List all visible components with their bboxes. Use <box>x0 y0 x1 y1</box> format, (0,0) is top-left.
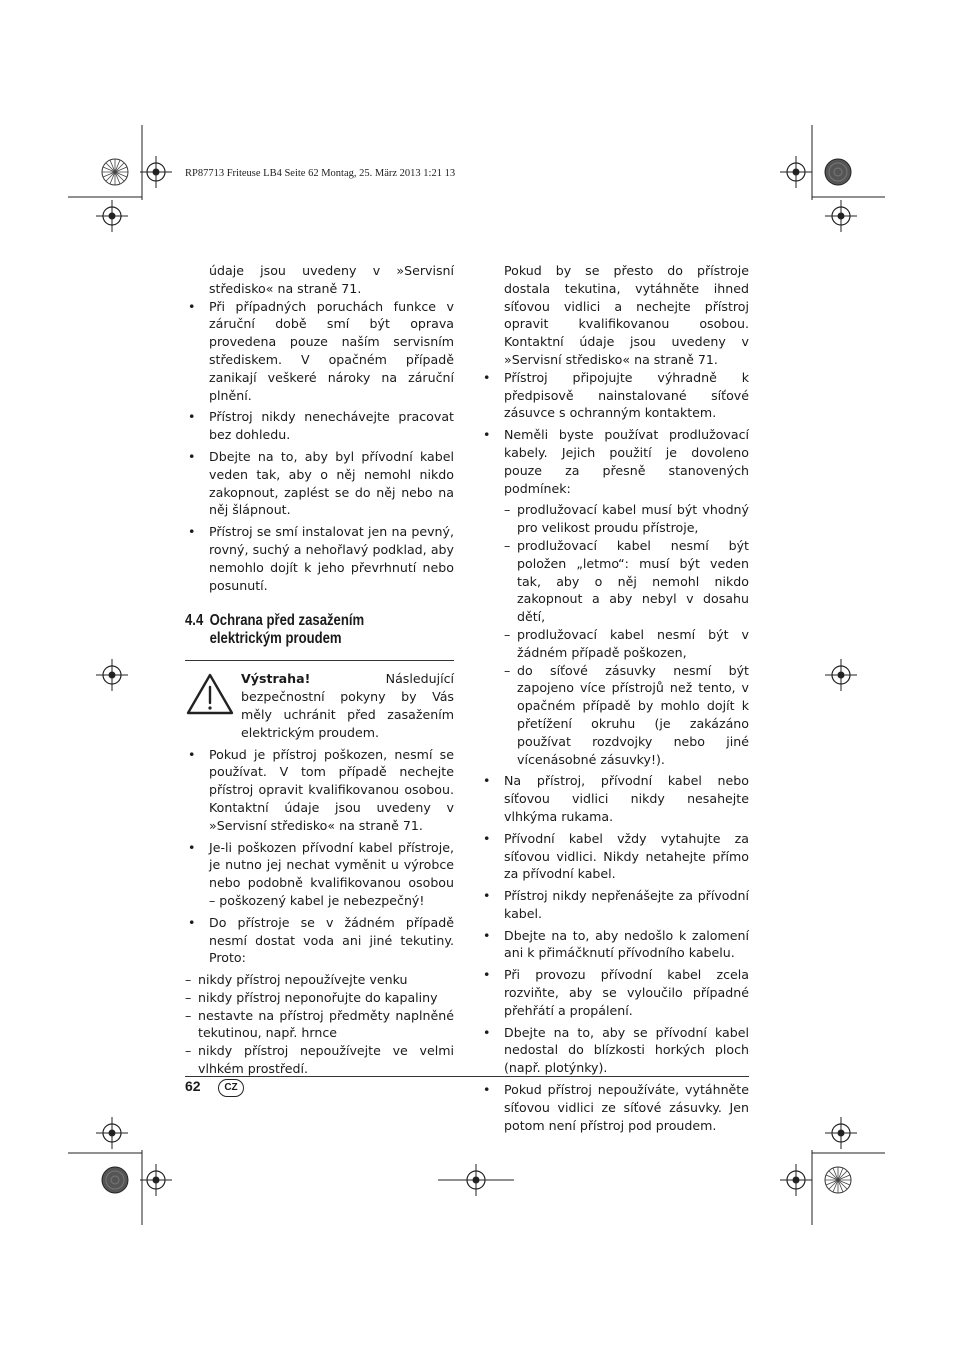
registration-mark-icon <box>825 200 857 232</box>
list-item: • Dbejte na to, aby byl přívodní kabel veden tak, aby o něj nemohl nikdo zakopnout, zaplést se do něj nebo na něj šlápnout. <box>185 448 454 519</box>
section-heading <box>185 612 406 648</box>
left-column <box>185 262 454 1078</box>
registration-mark-icon <box>96 200 128 232</box>
continuation-text: Pokud by se přesto do přístroje dostala tekutina, vytáhněte ihned síťovou vidlici a nechejte přístroj opravit kvalifikovanou osobou. Kontaktní údaje jsou uvedeny v »Servisní středisko« na straně 71. <box>504 263 749 367</box>
list-item-text: Do přístroje se v žádném případě nesmí dostat voda ani jiné tekutiny. Proto: <box>209 914 454 966</box>
list-item: • Přístroj nikdy nenechávejte pracovat bez dohledu. <box>185 408 454 444</box>
list-item: • Dbejte na to, aby nedošlo k zalomení ani k přimáčknutí přívodního kabelu. <box>480 927 749 963</box>
list-item: • Při provozu přívodní kabel zcela rozviňte, aby se vyloučilo případné přehřátí a propálení. <box>480 966 749 1019</box>
print-header: RP87713 Friteuse LB4 Seite 62 Montag, 25. März 2013 1:21 13 <box>185 168 456 179</box>
bullet-list-rest <box>480 772 749 1134</box>
registration-mark-icon <box>780 1164 812 1196</box>
continuation-text: údaje jsou uvedeny v »Servisní středisko« na straně 71. <box>209 263 454 296</box>
registration-mark-icon <box>438 1164 514 1196</box>
heading-rule <box>185 660 454 661</box>
registration-mark-icon <box>825 659 857 691</box>
dash-list-water <box>185 971 454 1078</box>
dash-item: – prodlužovací kabel nesmí být v žádném případě poškozen, <box>504 626 749 662</box>
dash-item: – nikdy přístroj nepoužívejte venku <box>185 971 454 989</box>
right-column <box>480 262 749 1138</box>
registration-mark-icon <box>825 1117 857 1149</box>
dash-item: – prodlužovací kabel musí být vhodný pro velikost proudu přístroje, <box>504 501 749 537</box>
page-number: 62 <box>185 1078 201 1094</box>
dash-item: – nikdy přístroj nepoužívejte ve velmi vlhkém prostředí. <box>185 1042 454 1078</box>
section-title-line2: elektrickým proudem <box>209 630 342 648</box>
list-item: • Je-li poškozen přívodní kabel přístroje, je nutno jej nechat vyměnit u výrobce nebo podobně kvalifikovanou osobou – poškozený kabel je nebezpečný! <box>185 839 454 910</box>
section-title-line1: Ochrana před zasažením <box>209 612 365 630</box>
color-wheel-mark-icon <box>102 159 128 185</box>
dash-list-extension <box>504 501 749 768</box>
list-item: • Pokud je přístroj poškozen, nesmí se používat. V tom případě nechejte přístroj opravit kvalifikovanou osobou. Kontaktní údaje jsou uvedeny v »Servisní středisko« na straně 71. <box>185 746 454 835</box>
list-item: • Při případných poruchách funkce v záruční době smí být oprava provedena pouze naším servisním střediskem. V opačném případě zanikají veškeré nároky na záruční plnění. <box>185 298 454 405</box>
list-item <box>480 426 749 497</box>
registration-mark-icon <box>780 156 812 188</box>
section-number: 4.4 <box>185 612 204 630</box>
registration-mark-icon <box>140 156 172 188</box>
list-item: • Dbejte na to, aby se přívodní kabel nedostal do blízkosti horkých ploch (např. plotýnky). <box>480 1024 749 1077</box>
gray-disc-mark-icon <box>825 159 851 185</box>
list-item: • Na přístroj, přívodní kabel nebo síťovou vidlici nikdy nesahejte vlhkýma rukama. <box>480 772 749 825</box>
dash-item: – nestavte na přístroj předměty naplněné tekutinou, např. hrnce <box>185 1007 454 1043</box>
list-item: • Pokud přístroj nepoužíváte, vytáhněte síťovou vidlici ze síťové zásuvky. Jen potom není přístroj pod proudem. <box>480 1081 749 1134</box>
list-item-text: Neměli byste používat prodlužovací kabely. Jejich použití je dovoleno pouze za přesně stanovených podmínek: <box>504 427 749 496</box>
dash-item: – prodlužovací kabel nesmí být položen „letmo“: musí být veden tak, aby o něj nemohl nikdo zakopnout a aby nebyl v dosahu dětí, <box>504 537 749 626</box>
footer-rule <box>185 1076 749 1077</box>
list-item: • Přístroj se smí instalovat jen na pevný, rovný, suchý a nehořlavý podklad, aby nemohlo dojít k jeho převrhnutí nebo posunutí. <box>185 523 454 594</box>
registration-mark-icon <box>96 1117 128 1149</box>
dash-item: – do síťové zásuvky nesmí být zapojeno více přístrojů než tento, v opačném případě by mohlo dojít k přetížení okruhu (je zakázáno používat rozdvojky nebo jiné vícenásobné zásuvky!). <box>504 662 749 769</box>
registration-mark-icon <box>96 659 128 691</box>
bullet-list-top <box>185 298 454 595</box>
gray-disc-mark-icon <box>102 1167 128 1193</box>
warning-body: Následující bezpečnostní pokyny by Vás měly uchránit před zasažením elektrickým proudem. <box>241 671 454 740</box>
warning-title: Výstraha! <box>241 671 311 687</box>
list-item <box>185 914 454 967</box>
list-item: • Přívodní kabel vždy vytahujte za síťovou vidlici. Nikdy netahejte přímo za přívodní kabel. <box>480 830 749 883</box>
warning-triangle-icon <box>185 670 241 741</box>
country-badge: CZ <box>218 1079 244 1097</box>
warning-box <box>185 670 454 741</box>
bullet-list-bottom <box>185 746 454 968</box>
color-wheel-mark-icon <box>825 1167 851 1193</box>
dash-item: – nikdy přístroj neponořujte do kapaliny <box>185 989 454 1007</box>
bullet-list-socket <box>480 369 749 498</box>
list-item: • Přístroj připojujte výhradně k předpisově nainstalované síťové zásuvce s ochranným kontaktem. <box>480 369 749 422</box>
list-item: • Přístroj nikdy nepřenášejte za přívodní kabel. <box>480 887 749 923</box>
warning-text <box>241 670 454 741</box>
registration-mark-icon <box>140 1164 172 1196</box>
